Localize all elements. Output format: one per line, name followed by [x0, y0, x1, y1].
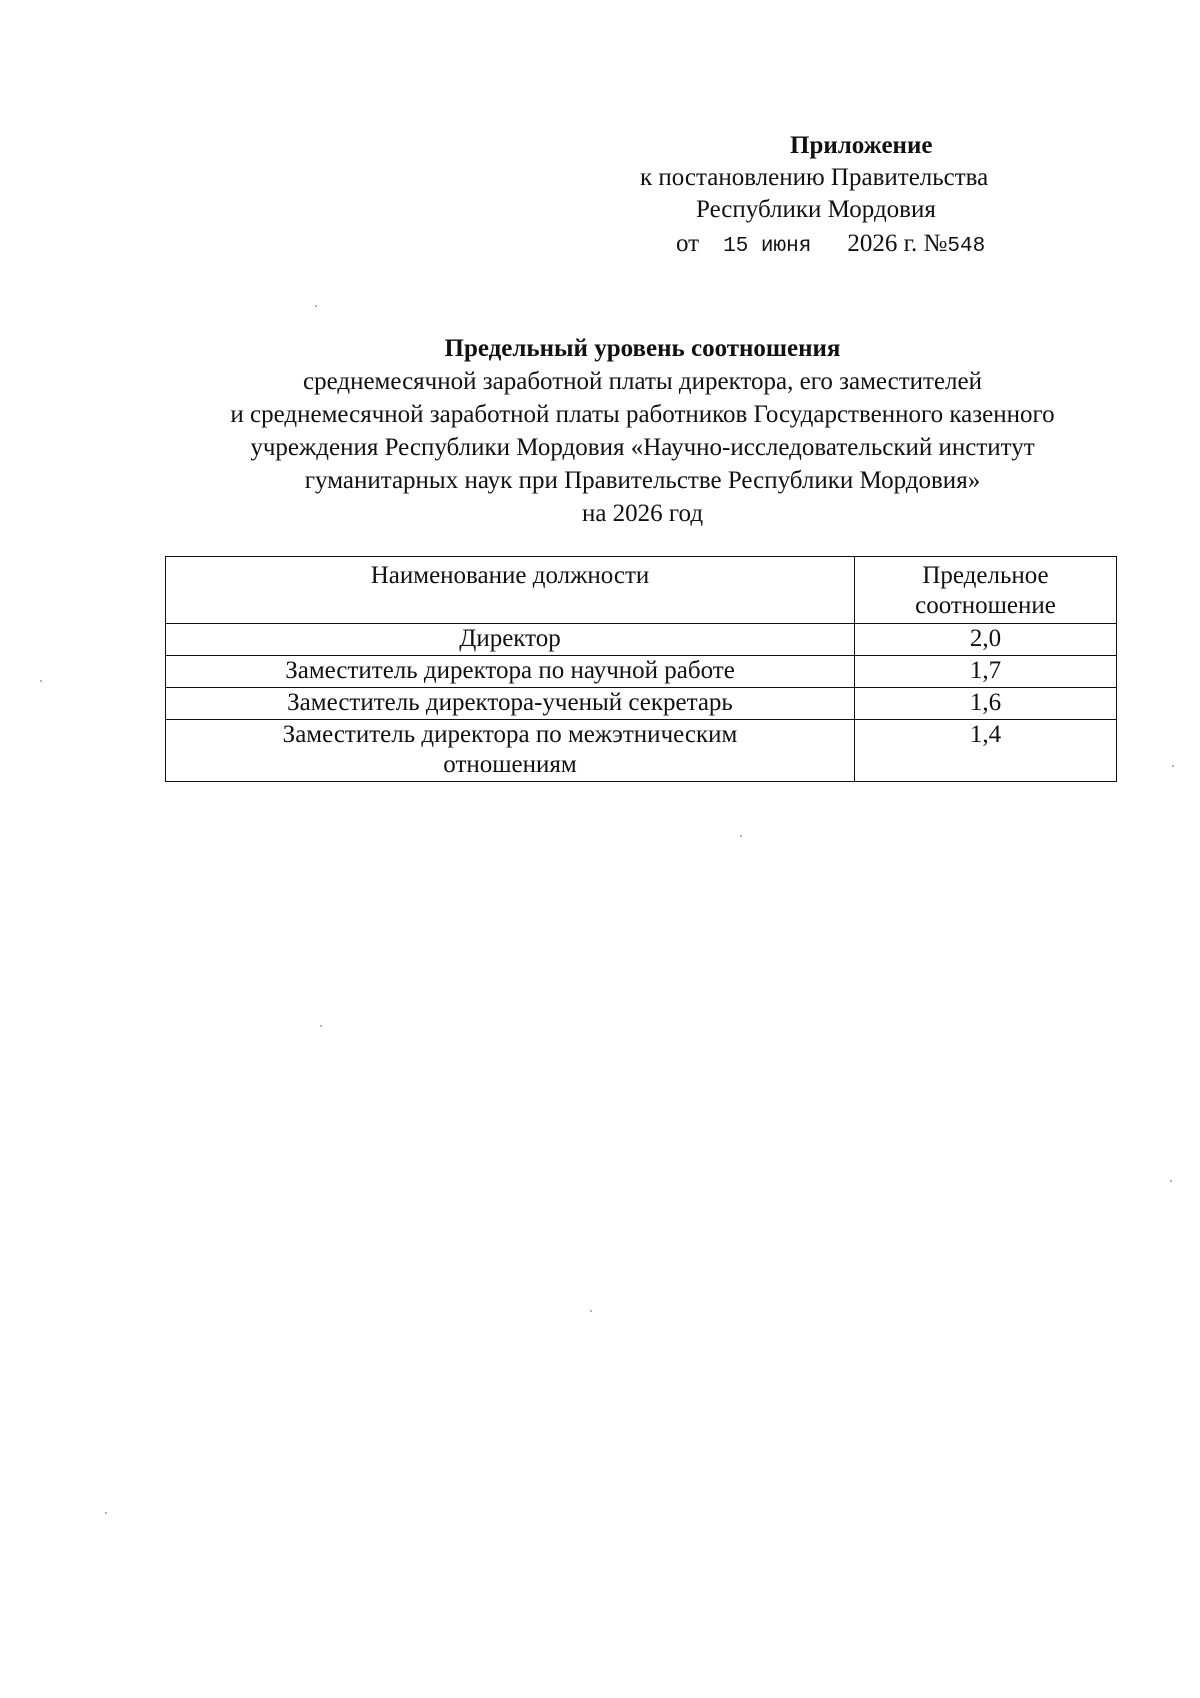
- scan-speck: [1170, 1180, 1172, 1182]
- scan-speck: [740, 835, 742, 837]
- header-ratio: [855, 557, 1117, 624]
- position-line-2: отношениям: [443, 751, 577, 778]
- ratio-cell: 1,6: [855, 688, 1117, 720]
- heading-line: гуманитарных наук при Правительстве Республики Мордовия»: [304, 467, 981, 494]
- header-position: Наименование должности: [166, 557, 855, 624]
- decree-date: 15 июня: [723, 235, 812, 258]
- table-row: [166, 624, 1117, 656]
- table-row: [166, 688, 1117, 720]
- heading-line: и среднемесячной заработной платы работников Государственного казенного: [230, 401, 1055, 428]
- year-number-label: 2026 г. №: [847, 230, 948, 257]
- ratio-cell: 1,4: [855, 720, 1117, 782]
- header-ratio-line-1: Предельное: [922, 562, 1049, 589]
- scan-speck: [590, 1310, 592, 1312]
- heading-line: учреждения Республики Мордовия «Научно-исследовательский институт: [250, 434, 1035, 461]
- position-cell: Заместитель директора по научной работе: [166, 656, 855, 688]
- decree-number: 548: [947, 235, 986, 258]
- scan-speck: [1172, 765, 1174, 767]
- position-cell: Директор: [166, 624, 855, 656]
- heading-line: среднемесячной заработной платы директора, его заместителей: [302, 368, 982, 395]
- annex-line-2: Республики Мордовия: [696, 196, 936, 223]
- scan-speck: [315, 305, 317, 307]
- ratio-cell: 2,0: [855, 624, 1117, 656]
- table-header-row: [166, 557, 1117, 624]
- position-cell: [166, 720, 855, 782]
- date-prefix: от: [676, 230, 700, 257]
- position-cell: Заместитель директора-ученый секретарь: [166, 688, 855, 720]
- annex-date-line: [676, 228, 985, 263]
- annex-line-1: к постановлению Правительства: [640, 164, 989, 191]
- position-line-1: Заместитель директора по межэтническим: [282, 721, 738, 748]
- heading-title: Предельный уровень соотношения: [444, 335, 841, 362]
- scan-speck: [320, 1025, 322, 1027]
- ratio-table: [165, 556, 1117, 782]
- table-row: [166, 656, 1117, 688]
- scan-speck: [40, 680, 42, 682]
- heading-line: на 2026 год: [581, 500, 704, 527]
- header-ratio-line-2: соотношение: [915, 592, 1056, 619]
- scan-speck: [105, 1512, 107, 1514]
- document-heading: [150, 332, 1135, 530]
- ratio-cell: 1,7: [855, 656, 1117, 688]
- annex-title: Приложение: [790, 132, 933, 159]
- table-row: [166, 720, 1117, 782]
